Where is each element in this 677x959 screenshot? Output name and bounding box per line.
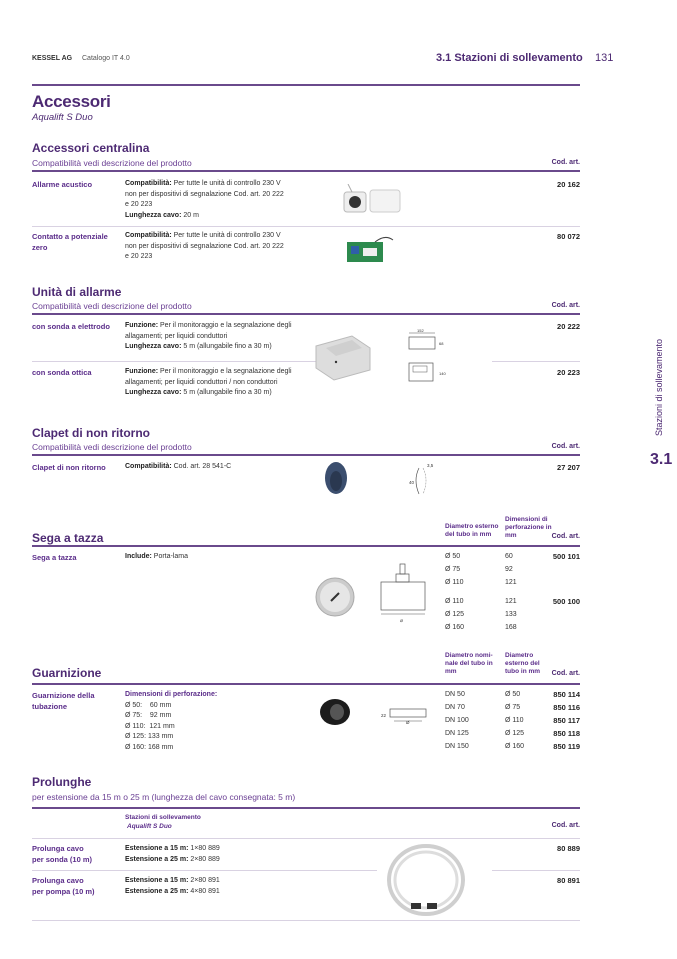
value: 5 m (allungabile fino a 30 m) [181, 389, 272, 396]
value: Ø 110: 121 mm [125, 722, 175, 730]
product-description [125, 462, 231, 473]
cell: Ø 160 [505, 743, 525, 750]
value: Per il monitoraggio e la segnalazione degli [158, 368, 292, 375]
name-line: Guarnizione della [32, 691, 95, 700]
label: Compatibilità: [125, 463, 172, 470]
cell: Ø 110 [445, 598, 464, 605]
check-valve-image [322, 459, 350, 497]
value: Per tutte le unità di controllo 230 V [171, 232, 281, 239]
article-code: 20 162 [557, 180, 580, 189]
value: 2×80 891 [188, 877, 220, 884]
section-rule [32, 683, 580, 685]
product-description [125, 179, 284, 221]
outer-diameter-list [445, 550, 464, 589]
cell: Ø 110 [445, 579, 464, 586]
cell: 121 [505, 579, 517, 586]
dim-height: 22 [381, 713, 387, 718]
drilling-size-list [505, 550, 517, 589]
section-heading: Unità di allarme [32, 285, 122, 299]
cod-header: Cod. art. [551, 533, 580, 540]
side-tab-label: Stazioni di sollevamento [654, 338, 664, 436]
value: 2×80 889 [188, 855, 220, 863]
article-code: 80 891 [557, 876, 580, 885]
extension-cable-image [385, 843, 467, 917]
section-rule [32, 545, 580, 547]
value: 5 m (allungabile fino a 30 m) [181, 343, 272, 350]
header-rule [32, 84, 580, 86]
outer-diameter-list [505, 688, 524, 753]
name-line: Contatto a potenziale [32, 232, 108, 241]
cell: 92 [505, 566, 513, 573]
nominal-diameter-list [445, 688, 469, 753]
row-divider [492, 870, 580, 871]
section-heading: Sega a tazza [32, 531, 104, 545]
article-code: 850 119 [553, 742, 580, 751]
value: Cod. art. 28 541-C [171, 463, 232, 470]
article-code: 500 101 [552, 552, 580, 561]
col-header-drilling-size: Dimensioni di perforazione in mm [505, 516, 552, 539]
product-name [32, 231, 108, 253]
cell: Ø 125 [445, 611, 465, 618]
col-header-outer-diameter: Diametro esterno del tubo in mm [505, 652, 541, 675]
dim-height: 40 [409, 480, 415, 485]
value: e 20 223 [125, 253, 153, 260]
product-name: Allarme acustico [32, 180, 93, 189]
article-code: 850 114 [553, 690, 580, 699]
section-rule [32, 170, 580, 172]
cell: 121 [505, 598, 517, 605]
section-subheading: Compatibilità vedi descrizione del prodotto [32, 442, 192, 452]
row-divider [492, 361, 580, 362]
hole-saw-drawing [378, 562, 428, 624]
name-line: Prolunga cavo [32, 876, 84, 885]
company-name: KESSEL AG [32, 55, 73, 62]
alarm-unit-drawing [405, 327, 450, 387]
cell: Ø 160 [445, 624, 465, 631]
col-header-outer-diameter: Diametro esterno del tubo in mm [445, 523, 499, 538]
article-code: 20 222 [557, 322, 580, 331]
product-description [125, 321, 292, 353]
value: Per tutte le unità di controllo 230 V [171, 180, 281, 187]
cell: DN 150 [445, 743, 469, 750]
cod-header: Cod. art. [551, 159, 580, 166]
dim-depth: 140 [439, 371, 446, 376]
check-valve-drawing [405, 460, 445, 498]
value: Ø 125: 133 mm [125, 733, 174, 740]
article-code: 850 118 [553, 729, 580, 738]
side-tab-number: 3.1 [650, 451, 673, 468]
label: Funzione: [125, 322, 159, 329]
section-subheading: Compatibilità vedi descrizione del prodotto [32, 301, 192, 311]
label: Lunghezza cavo: [125, 343, 182, 350]
name-line: per pompa (10 m) [32, 887, 95, 896]
dim-diameter: Ø [406, 720, 410, 725]
value: Porta-lama [151, 553, 189, 560]
value: non per dispositivi di segnalazione Cod. art. 20 222 [125, 242, 284, 250]
page-subtitle: Aqualift S Duo [32, 112, 93, 123]
value: Ø 75: 92 mm [125, 712, 172, 719]
row-divider [32, 838, 580, 839]
label: Estensione a 15 m: [125, 877, 189, 884]
product-name: con sonda ottica [32, 368, 92, 377]
label: Estensione a 25 m: [125, 887, 189, 895]
name-line: zero [32, 243, 48, 252]
article-code: 27 207 [557, 463, 580, 472]
product-description [125, 367, 292, 399]
section-heading: Clapet di non ritorno [32, 426, 150, 440]
value: Per il monitoraggio e la segnalazione degli [158, 322, 292, 329]
cell: Ø 50 [505, 691, 521, 698]
value: allagamenti; per liquidi conduttori [125, 332, 228, 340]
pipe-seal-image [318, 697, 352, 727]
label: Lunghezza cavo: [125, 211, 182, 219]
label: Compatibilità: [125, 180, 172, 187]
product-name: Clapet di non ritorno [32, 463, 106, 472]
section-rule [32, 454, 580, 456]
product-name [32, 875, 95, 897]
cell: DN 125 [445, 730, 469, 737]
label: Estensione a 25 m: [125, 855, 189, 863]
potential-free-contact-image [345, 234, 395, 264]
section-heading: Guarnizione [32, 666, 102, 680]
product-description [125, 231, 284, 263]
value: 1×80 889 [188, 845, 220, 852]
pipe-seal-drawing [380, 703, 430, 725]
label: Lunghezza cavo: [125, 389, 182, 396]
cell: Ø 75 [505, 704, 521, 711]
drilling-size-list [505, 595, 517, 634]
section-heading: Accessori centralina [32, 141, 150, 155]
value: e 20 223 [125, 201, 153, 208]
dim-thickness: 3,5 [427, 463, 434, 468]
product-description [125, 690, 217, 753]
col-header-nominal-diameter: Diametro nomi-nale del tubo in mm [445, 652, 493, 675]
label: Dimensioni di perforazione: [125, 691, 218, 698]
bottom-rule [32, 920, 580, 921]
value: allagamenti; per liquidi conduttori / non conduttori [125, 378, 278, 386]
cell: Ø 125 [505, 730, 525, 737]
cell: DN 50 [445, 691, 465, 698]
value: Ø 160: 168 mm [125, 743, 174, 751]
col-header-station: Stazioni di sollevamento [125, 814, 201, 821]
row-divider [32, 870, 377, 871]
article-code: 20 223 [557, 368, 580, 377]
section-subheading: Compatibilità vedi descrizione del prodotto [32, 158, 192, 168]
value: 4×80 891 [188, 887, 220, 895]
page-title: Accessori [32, 92, 111, 111]
value: Ø 50: 60 mm [125, 701, 172, 709]
alarm-unit-image [312, 332, 374, 382]
section-rule [32, 807, 580, 809]
article-code: 850 116 [553, 703, 580, 712]
outer-diameter-list [445, 595, 464, 634]
cell: 133 [505, 611, 517, 618]
article-code: 80 889 [557, 844, 580, 853]
article-code-list [553, 688, 580, 753]
section-heading: Prolunghe [32, 775, 92, 789]
name-line: tubazione [32, 702, 67, 711]
dim-height: 68 [439, 341, 444, 346]
cell: Ø 50 [445, 553, 461, 560]
cell: Ø 75 [445, 566, 461, 573]
article-code: 80 072 [557, 232, 580, 241]
cell: Ø 110 [505, 717, 524, 724]
acoustic-alarm-image [340, 184, 405, 216]
cell: 168 [505, 624, 517, 631]
cod-header: Cod. art. [551, 302, 580, 309]
catalog-name: Catalogo IT 4.0 [82, 55, 130, 62]
product-name: Sega a tazza [32, 553, 77, 562]
page-number: 131 [595, 52, 614, 64]
product-description [125, 844, 220, 865]
article-code: 500 100 [552, 597, 580, 606]
svg-text:⌀: ⌀ [400, 618, 404, 624]
product-name [32, 690, 95, 712]
col-header-model: Aqualift S Duo [127, 823, 172, 830]
label: Estensione a 15 m: [125, 845, 189, 852]
label: Compatibilità: [125, 232, 172, 239]
row-divider [32, 226, 580, 227]
name-line: Prolunga cavo [32, 844, 84, 853]
name-line: per sonda (10 m) [32, 855, 93, 864]
cell: DN 70 [445, 704, 465, 711]
product-description [125, 552, 188, 563]
cod-header: Cod. art. [551, 670, 580, 677]
product-name [32, 843, 92, 865]
section-subheading: per estensione da 15 m o 25 m (lunghezza del cavo consegnata: 5 m) [32, 792, 296, 802]
label: Include: [125, 553, 152, 560]
article-code: 850 117 [553, 716, 580, 725]
cod-header: Cod. art. [551, 822, 580, 829]
chapter-title: 3.1 Stazioni di sollevamento [436, 52, 583, 64]
label: Funzione: [125, 368, 159, 375]
section-rule [32, 313, 580, 315]
value: 20 m [181, 211, 199, 219]
value: non per dispositivi di segnalazione Cod. art. 20 222 [125, 190, 284, 198]
cod-header: Cod. art. [551, 443, 580, 450]
row-divider [32, 361, 317, 362]
product-name: con sonda a elettrodo [32, 322, 110, 331]
hole-saw-image [313, 575, 357, 619]
cell: 60 [505, 553, 513, 560]
cell: DN 100 [445, 717, 469, 724]
product-description [125, 876, 220, 897]
dim-width: 152 [417, 328, 424, 333]
